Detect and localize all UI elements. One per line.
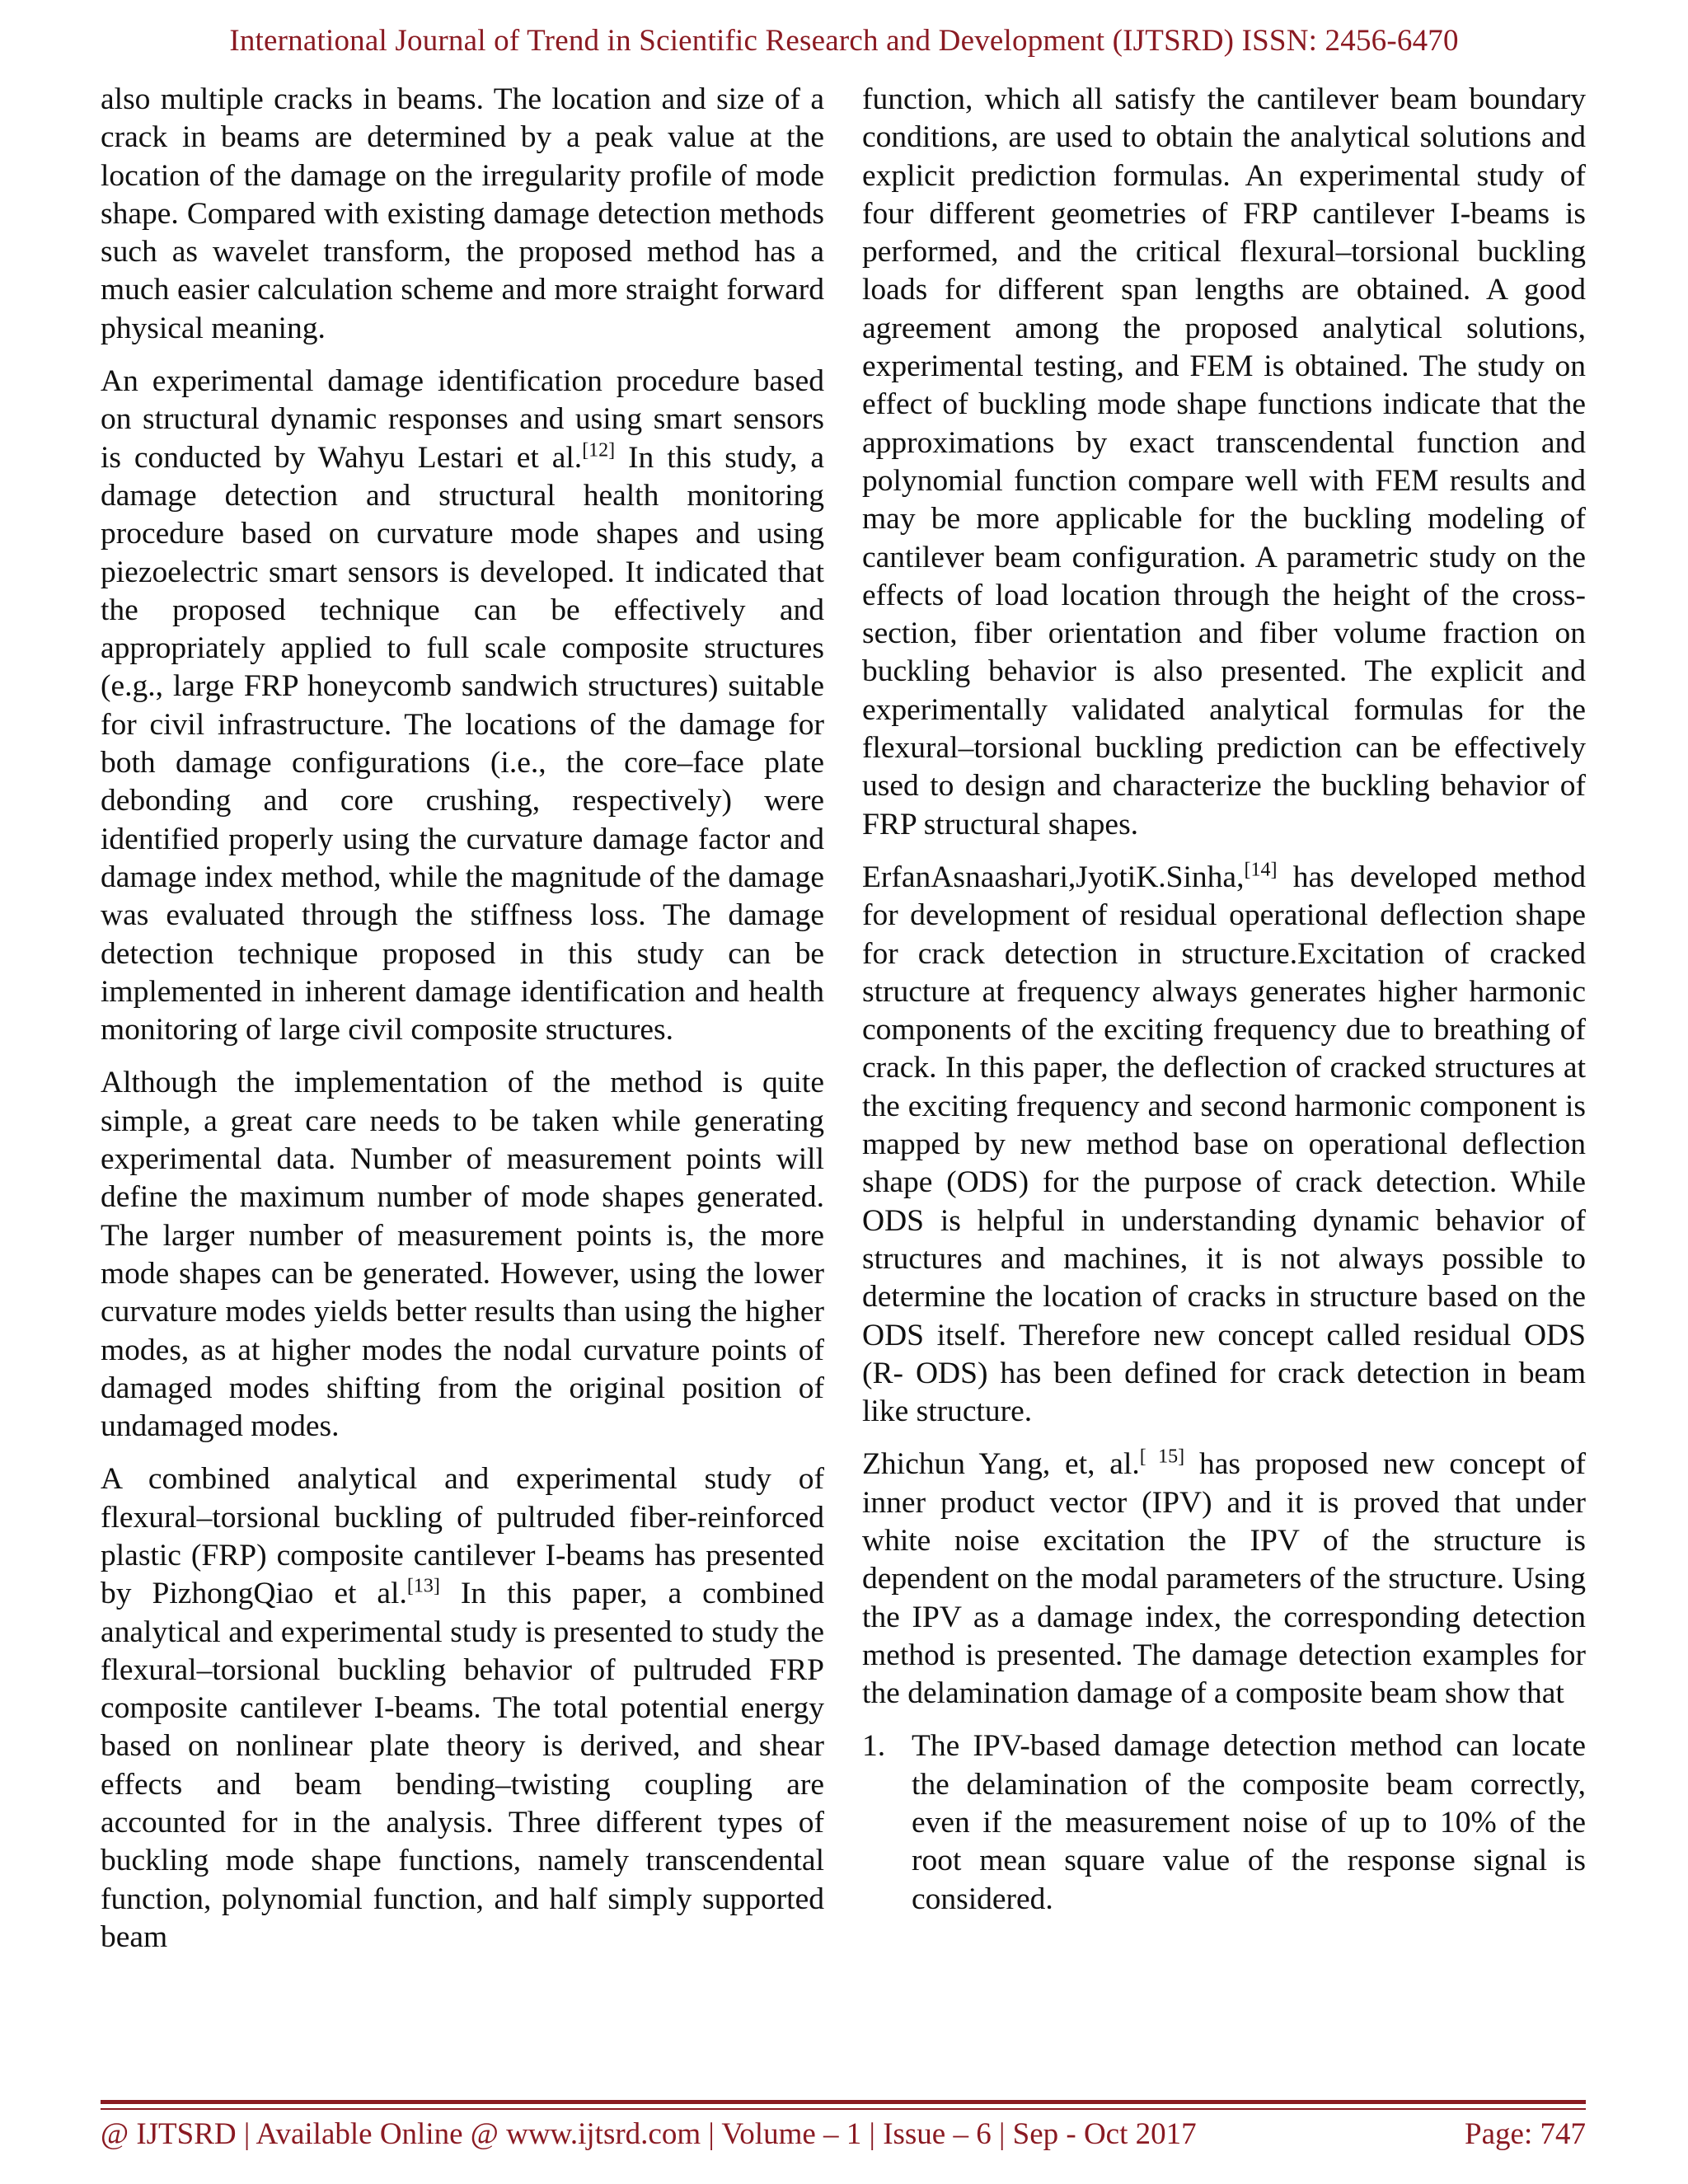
paragraph — [862, 1446, 1586, 1713]
footer-rule-thin — [101, 2108, 1586, 2110]
paragraph-text: Zhichun Yang, et, al. — [862, 1447, 1140, 1482]
list-item-text: The IPV-based damage detection method can locate the delamination of the composite beam correctly, even if the measurement noise of up to 10% of the root mean square value of the response signal is considered. — [912, 1729, 1586, 1916]
citation-ref[interactable]: [ 15] — [1139, 1446, 1185, 1468]
paragraph: also multiple cracks in beams. The location and size of a crack in beams are determined by a peak value at the location of the damage on the irregularity profile of mode shape. Compared with existing damage detection methods such as wavelet transform, the proposed method has a much easier calculation scheme and more straight forward physical meaning. — [101, 82, 824, 345]
paragraph — [101, 1460, 824, 1957]
citation-ref[interactable]: [13] — [406, 1575, 440, 1597]
paragraph-text: has developed method for development of residual operational deflection shape for crack detection in structure.Excitation of cracked structure at frequency always generates higher harmonic components of the exciting frequency due to breathing of crack. In this paper, the deflection of cracked structures at the exciting frequency and second harmonic component is mapped by new method base on operational deflection shape (ODS) for the purpose of crack detection. While ODS is helpful in understanding dynamic behavior of structures and machines, it is not always possible to determine the location of cracks in structure based on the ODS itself. Therefore new concept called residual ODS (R- ODS) has been defined for crack detection in beam like structure. — [862, 860, 1586, 1429]
paragraph-text: In this study, a damage detection and structural health monitoring procedure based on curvature mode shapes and using piezoelectric smart sensors is developed. It indicated that the proposed technique can be effectively and appropriately applied to full scale composite structures (e.g., large FRP honeycomb sandwich structures) suitable for civil infrastructure. The locations of the damage for both damage configurations (i.e., the core–face plate debonding and core crushing, respectively) were identified properly using the curvature damage factor and damage index method, while the magnitude of the damage was evaluated through the stiffness loss. The damage detection technique proposed in this study can be implemented in inherent damage identification and health monitoring of large civil composite structures. — [101, 440, 824, 1047]
list-item — [862, 1727, 1586, 1918]
paragraph: Although the implementation of the method is quite simple, a great care needs to be taken while generating experimental data. Number of measurement points will define the maximum number of mode shapes generated. The larger number of measurement points is, the more mode shapes can be generated. However, using the lower curvature modes yields better results than using the higher modes, as at higher modes the nodal curvature points of damaged modes shifting from the original position of undamaged modes. — [101, 1066, 824, 1444]
footer-rule-thick — [101, 2100, 1586, 2104]
paragraph-text: An experimental damage identification procedure based on structural dynamic responses and using smart sensors is conducted by Wahyu Lestari et al. — [101, 364, 824, 475]
paragraph — [101, 363, 824, 1049]
citation-ref[interactable]: [14] — [1244, 859, 1278, 881]
list-item-number: 1. — [862, 1729, 886, 1764]
right-column — [862, 81, 1586, 1919]
footer-publication-info: @ IJTSRD | Available Online @ www.ijtsrd.com | Volume – 1 | Issue – 6 | Sep - Oct 2017 — [101, 2117, 1197, 2151]
paragraph-text: In this paper, a combined analytical and experimental study is presented to study the flexural–torsional buckling behavior of pultruded FRP composite cantilever I-beams. The total potential energy based on nonlinear plate theory is derived, and shear effects and beam bending–twisting coupling are accounted for in the analysis. Three different types of buckling mode shape functions, namely transcendental function, polynomial function, and half simply supported beam — [101, 1577, 824, 1954]
paragraph-text: A combined analytical and experimental study of flexural–torsional buckling of pultruded fiber-reinforced plastic (FRP) composite cantilever I-beams has presented by PizhongQiao et al. — [101, 1462, 824, 1611]
journal-header: International Journal of Trend in Scientific Research and Development (IJTSRD) ISSN: 2456-6470 — [229, 24, 1459, 58]
citation-ref[interactable]: [12] — [582, 439, 616, 462]
paragraph-text: has proposed new concept of inner product vector (IPV) and it is proved that under white noise excitation the IPV of the structure is dependent on the modal parameters of the structure. Using the IPV as a damage index, the corresponding detection method is presented. The damage detection examples for the delamination damage of a composite beam show that — [862, 1447, 1586, 1711]
paragraph — [862, 859, 1586, 1431]
left-column — [101, 81, 824, 1971]
paragraph: function, which all satisfy the cantilever beam boundary conditions, are used to obtain the analytical solutions and explicit prediction formulas. An experimental study of four different geometries of FRP cantilever I-beams is performed, and the critical flexural–torsional buckling loads for different span lengths are obtained. A good agreement among the proposed analytical solutions, experimental testing, and FEM is obtained. The study on effect of buckling mode shape functions indicate that the approximations by exact transcendental function and polynomial function compare well with FEM results and may be more applicable for the buckling modeling of cantilever beam configuration. A parametric study on the effects of load location through the height of the cross-section, fiber orientation and fiber volume fraction on buckling behavior is also presented. The explicit and experimentally validated analytical formulas for the flexural–torsional buckling prediction can be effectively used to design and characterize the buckling behavior of FRP structural shapes. — [862, 82, 1586, 841]
page-number: Page: 747 — [1465, 2117, 1586, 2151]
paragraph-text: ErfanAsnaashari,JyotiK.Sinha, — [862, 860, 1245, 894]
numbered-list — [862, 1727, 1586, 1918]
